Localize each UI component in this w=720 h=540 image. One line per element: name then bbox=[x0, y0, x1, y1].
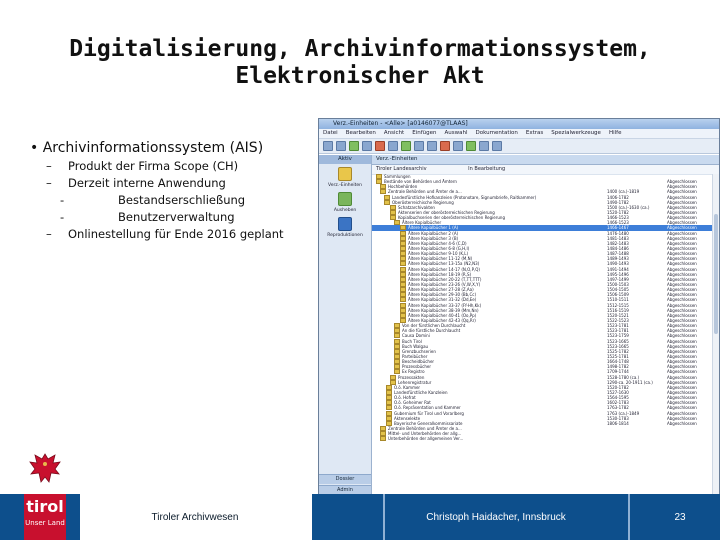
tree-row-date: 1520-1782 bbox=[607, 210, 629, 216]
tree-row-status: Abgeschlossen bbox=[667, 184, 697, 190]
tree-row-date: 1466-1523 bbox=[607, 215, 629, 221]
tree-row-label: Bayerische Generalkommissariate bbox=[394, 420, 463, 426]
left-pane-admin[interactable]: Admin bbox=[319, 485, 371, 495]
tree-row-date: 1506-1509 bbox=[607, 292, 629, 298]
tree-row-label: Bescheidbücher bbox=[402, 359, 435, 365]
tree-row-date: 1523-1665 bbox=[607, 343, 629, 349]
tree-row-label: Ältere Kopialbücher bbox=[402, 220, 442, 226]
tree-row-label: O.ö. Repräsentation und Kammer bbox=[394, 405, 461, 411]
tree-row-label: Zentrale Behörden und Ämter de a... bbox=[388, 189, 462, 195]
tree-row-label: Ältere Kopialbücher 29-30 (Bb,Cc) bbox=[408, 292, 476, 298]
scrollbar-thumb[interactable] bbox=[714, 214, 718, 334]
tree-row-status: Abgeschlossen bbox=[667, 307, 697, 313]
tree-row-date: 1510-1511 bbox=[607, 297, 629, 303]
tree-row-status: Abgeschlossen bbox=[667, 369, 697, 375]
menu-item[interactable]: Einfügen bbox=[412, 130, 437, 136]
tree-row-date: 1523-1665 bbox=[607, 338, 629, 344]
tree-row-label: Ältere Kopialbücher 18-19 (R,S) bbox=[408, 271, 472, 277]
tree-row-date: 1498-1782 bbox=[607, 364, 629, 370]
tree-row-label: Ältere Kopialbücher 2 (A) bbox=[408, 230, 459, 236]
menu-item[interactable]: Bearbeiten bbox=[345, 130, 376, 136]
bullet-item-text: Produkt der Firma Scope (CH) bbox=[68, 159, 239, 173]
logo-subtext: Unser Land bbox=[25, 519, 65, 527]
tree-row-date: 1525-1782 bbox=[607, 348, 629, 354]
left-pane-item[interactable] bbox=[319, 164, 371, 189]
tree-row-status: Abgeschlossen bbox=[667, 204, 697, 210]
toolbar-icon[interactable] bbox=[349, 141, 359, 151]
tree-row-date: 1406-1782 bbox=[607, 194, 629, 200]
tree-row-label: Gubernium für Tirol und Vorarlberg bbox=[394, 410, 464, 416]
tirol-logo bbox=[20, 450, 70, 540]
dash-marker: – bbox=[46, 159, 52, 173]
tree-row-date: 1489-1493 bbox=[607, 256, 629, 262]
toolbar-icon[interactable] bbox=[440, 141, 450, 151]
menu-item[interactable]: Dokumentation bbox=[475, 130, 518, 136]
tree-row-status: Abgeschlossen bbox=[667, 235, 697, 241]
tree-row-date: 1491-1494 bbox=[607, 266, 629, 272]
footer-author: Christoph Haidacher, Innsbruck bbox=[426, 511, 566, 523]
bullet-item-text: Bestandserschließung bbox=[118, 193, 246, 207]
tree-row-label: Ältere Kopialbücher 1 (A) bbox=[408, 225, 459, 231]
menu-item[interactable]: Ansicht bbox=[383, 130, 405, 136]
tree-row-status: Abgeschlossen bbox=[667, 364, 697, 370]
tree-row-status: Abgeschlossen bbox=[667, 343, 697, 349]
folder-icon bbox=[338, 167, 352, 181]
toolbar-icon[interactable] bbox=[375, 141, 385, 151]
left-pane-item[interactable] bbox=[319, 214, 371, 239]
bullet-item-text: Derzeit interne Anwendung bbox=[68, 176, 226, 190]
tree-row-label: Grenzbuchserien bbox=[402, 348, 436, 354]
app-content bbox=[319, 155, 719, 495]
bullet-item bbox=[30, 175, 330, 192]
tree-row-status: Abgeschlossen bbox=[667, 400, 697, 406]
left-pane-item[interactable] bbox=[319, 189, 371, 214]
reproduction-icon bbox=[338, 217, 352, 231]
tree-row-date: 1523-1781 bbox=[607, 328, 629, 334]
tree-row-label: Hochbehörden bbox=[388, 184, 418, 190]
title-line-2: Elektronischer Akt bbox=[235, 63, 485, 89]
app-screenshot bbox=[318, 118, 720, 496]
tree-row-label: O.ö. Geheimer Rat bbox=[394, 400, 431, 406]
eagle-icon bbox=[28, 450, 62, 490]
tree-row-status: Abgeschlossen bbox=[667, 389, 697, 395]
bullet-list bbox=[30, 138, 330, 243]
tree-row-date: 1476-1480 bbox=[607, 230, 629, 236]
dash-marker: – bbox=[46, 176, 52, 190]
tree-row-status: Abgeschlossen bbox=[667, 405, 697, 411]
tree-row-date: 1490-1493 bbox=[607, 261, 629, 267]
tree-row-date: 1523-1781 bbox=[607, 323, 629, 329]
tree-row-label: Landesfürstliche Hofkanzleien (Protonotare, Signumbriefe, Raitkammer) bbox=[392, 194, 537, 200]
tree-row-date: 1527-1630 bbox=[607, 389, 629, 395]
tree-row-date: 1482-1483 bbox=[607, 240, 629, 246]
menu-item[interactable]: Auswahl bbox=[444, 130, 468, 136]
tree-row-label: An die fürstliche Durchlaucht bbox=[402, 328, 461, 334]
slide-title bbox=[20, 36, 700, 90]
dash-marker: – bbox=[46, 227, 52, 241]
page-number: 23 bbox=[674, 511, 686, 523]
footer-divider bbox=[383, 494, 385, 540]
tree-row-status: Abgeschlossen bbox=[667, 199, 697, 205]
tree-row-date: 1500 (ca.)-1630 (ca.) bbox=[607, 204, 650, 210]
tree-row-status: Abgeschlossen bbox=[667, 379, 697, 385]
tree-row-status: Abgeschlossen bbox=[667, 276, 697, 282]
menu-bar bbox=[319, 129, 719, 139]
tree-row-label: Ältere Kopialbücher 23-26 (V,W,X,Y) bbox=[408, 282, 481, 288]
tree-row-status: Abgeschlossen bbox=[667, 179, 697, 185]
tree-row-date: 1520-1782 bbox=[607, 384, 629, 390]
tree-row-label: Prozessakten bbox=[398, 374, 425, 380]
tree-row-label: Buch Tirol bbox=[402, 338, 422, 344]
tree-row-status: Abgeschlossen bbox=[667, 333, 697, 339]
tree-row-label: Aktenserien der oberösterreichischen Regierung bbox=[398, 210, 495, 216]
tree-row-label: Ex Registro bbox=[402, 369, 425, 375]
tree-row-status: Abgeschlossen bbox=[667, 210, 697, 216]
tree-row-status: Abgeschlossen bbox=[667, 302, 697, 308]
tree-row-status: Abgeschlossen bbox=[667, 266, 697, 272]
tree-row-label: Bestände von Behörden und Ämtern bbox=[384, 179, 457, 185]
tree-row-label: Causa Domini bbox=[402, 333, 430, 339]
tree-row-date: 1487-1488 bbox=[607, 251, 629, 257]
tree-row-date: 1806-1814 bbox=[607, 420, 629, 426]
tree-row-label: Landesfürstliche Kanzleien bbox=[394, 389, 448, 395]
tree-row-status: Abgeschlossen bbox=[667, 287, 697, 293]
tree-row-status: Abgeschlossen bbox=[667, 230, 697, 236]
tree-row-status: Abgeschlossen bbox=[667, 348, 697, 354]
tree-row-label: Ältere Kopialbücher 6-8 (G,H,I) bbox=[408, 246, 470, 252]
tree-row-date: 1466-1523 bbox=[607, 220, 629, 226]
footer-divider bbox=[628, 494, 630, 540]
tree-row-status: Abgeschlossen bbox=[667, 312, 697, 318]
tree-row-label: Ältere Kopialbücher 20-22 (T,TT,TTT) bbox=[408, 276, 482, 282]
bullet-main: • Archivinformationssystem (AIS) bbox=[30, 140, 264, 156]
title-line-1: Digitalisierung, Archivinformationssystem, bbox=[69, 36, 651, 62]
bullet-subitem bbox=[30, 192, 330, 209]
tree-row-status: Abgeschlossen bbox=[667, 384, 697, 390]
menu-item[interactable]: Spezialwerkzeuge bbox=[551, 130, 601, 136]
dash-marker: - bbox=[60, 210, 65, 224]
tree-row-date: 1564-1595 bbox=[607, 395, 629, 401]
tree-row-label: Ältere Kopialbücher 13-15a (N2,N3) bbox=[408, 261, 480, 267]
tree-row-label: Unterbehörden der allgemeinen Ver... bbox=[388, 436, 464, 442]
toolbar-icon[interactable] bbox=[401, 141, 411, 151]
left-pane-item-label: Ausheben bbox=[333, 208, 357, 213]
tree-row-label: Ältere Kopialbücher 3 (B) bbox=[408, 235, 459, 241]
tree-row-date: 1481-1483 bbox=[607, 235, 629, 241]
tree-row-label: Ältere Kopialbücher 11-12 (M,N) bbox=[408, 256, 473, 262]
tree-row-label: O.ö. Kammer bbox=[394, 384, 421, 390]
tree-row-label: Schatzarchivakten bbox=[398, 204, 435, 210]
left-pane bbox=[319, 155, 372, 495]
tree-row-label: Buch Walgau bbox=[402, 343, 429, 349]
folder-icon bbox=[380, 436, 386, 441]
tree-row-status: Abgeschlossen bbox=[667, 328, 697, 334]
tree-row-label: Ältere Kopialbücher 4-6 (C,D) bbox=[408, 240, 467, 246]
tree-row-date: 1490-1782 bbox=[607, 199, 629, 205]
bullet-item-text: Onlinestellung für Ende 2016 geplant bbox=[68, 227, 284, 241]
tree-row-label: Kopialbuchserien der oberösterreichischen Regierung bbox=[398, 215, 506, 221]
tree-row[interactable] bbox=[372, 436, 719, 441]
tree-row-status: Abgeschlossen bbox=[667, 215, 697, 221]
tree-row-date: 1495-1496 bbox=[607, 271, 629, 277]
bullet-item bbox=[30, 158, 330, 175]
tree-row-date: 1763 (ca.)-1849 bbox=[607, 410, 640, 416]
tree-row-date: 1290-ca. 20-1911 (ca.) bbox=[607, 379, 653, 385]
tree-row-status: Abgeschlossen bbox=[667, 318, 697, 323]
toolbar-icon[interactable] bbox=[492, 141, 502, 151]
tree-row-label: Ältere Kopialbücher 40-41 (Oo,Pp) bbox=[408, 312, 477, 318]
bullet-subitem bbox=[30, 209, 330, 226]
tree-row-label: Zentrale Behörden und Ämter de a... bbox=[388, 425, 462, 431]
tree-row-date: 1525-1781 bbox=[607, 353, 629, 359]
footer-organization: Tiroler Archivwesen bbox=[151, 511, 239, 523]
tree-row-label: Ältere Kopialbücher 14-17 (N,O,P,Q) bbox=[408, 266, 480, 272]
logo-box bbox=[24, 494, 66, 540]
tree-row-status: Abgeschlossen bbox=[667, 246, 697, 252]
tree-row-date: 1763-1782 bbox=[607, 405, 629, 411]
retrieve-icon bbox=[338, 192, 352, 206]
tree-rows bbox=[372, 174, 719, 441]
tree-row-status: Abgeschlossen bbox=[667, 415, 697, 421]
tree-row-status: Abgeschlossen bbox=[667, 359, 697, 365]
left-pane-dossier[interactable]: Dossier bbox=[319, 474, 371, 484]
tree-row-date: 1528-1780 (ca.) bbox=[607, 374, 640, 380]
tree-row-label: O.ö. Hofrat bbox=[394, 395, 416, 401]
tree-row-date: 1523-1759 bbox=[607, 333, 629, 339]
left-pane-item-label: Reproduktionen bbox=[327, 233, 363, 238]
tree-row-label: Sammlungen bbox=[384, 174, 411, 180]
tree-row-date: 1522-1523 bbox=[607, 318, 629, 323]
tree-row-date: 1500-1503 bbox=[607, 282, 629, 288]
menu-item[interactable]: Datei bbox=[323, 130, 338, 136]
tree-row-date: 1504-1505 bbox=[607, 287, 629, 293]
tree-row-status: Abgeschlossen bbox=[667, 374, 697, 380]
left-pane-header: Aktiv bbox=[319, 155, 371, 164]
tree-row-label: Ältere Kopialbücher 38-39 (Mm,Nn) bbox=[408, 307, 479, 313]
tree-row-date: 1497-1499 bbox=[607, 276, 629, 282]
tree-row-status: Abgeschlossen bbox=[667, 420, 697, 426]
toolbar-icon[interactable] bbox=[414, 141, 424, 151]
toolbar-icon[interactable] bbox=[323, 141, 333, 151]
tree-row-status: Abgeschlossen bbox=[667, 240, 697, 246]
tree-status: In Bearbeitung bbox=[468, 166, 506, 172]
toolbar-icon[interactable] bbox=[453, 141, 463, 151]
toolbar-icon[interactable] bbox=[427, 141, 437, 151]
left-pane-item-label: Verz.-Einheiten bbox=[328, 183, 362, 188]
tree-row-date: 1516-1519 bbox=[607, 307, 629, 313]
toolbar-icon[interactable] bbox=[479, 141, 489, 151]
toolbar-icon[interactable] bbox=[388, 141, 398, 151]
tree-row-label: Ältere Kopialbücher 33-37 (Ff-Hh,Kk) bbox=[408, 302, 482, 308]
tree-row-status: Abgeschlossen bbox=[667, 189, 697, 195]
tree-row-date: 1520-1521 bbox=[607, 312, 629, 318]
tree-row-status: Abgeschlossen bbox=[667, 338, 697, 344]
tree-row-status: Abgeschlossen bbox=[667, 251, 697, 257]
window-title: Verz.-Einheiten - <Alle> [a0146077@TLAAS] bbox=[319, 119, 719, 129]
tree-row-label: Parteibücher bbox=[402, 353, 428, 359]
tree-row-label: Ältere Kopialbücher 42-43 (Qq,Rr) bbox=[408, 318, 476, 323]
tree-row-status: Abgeschlossen bbox=[667, 194, 697, 200]
tree-row-date: 1530-1783 bbox=[607, 415, 629, 421]
tree-row-label: Aktenselekte bbox=[394, 415, 421, 421]
scrollbar[interactable] bbox=[712, 174, 719, 495]
tree-row-label: Ältere Kopialbücher 31-32 (Dd,Ee) bbox=[408, 297, 477, 303]
tree-row-date: 1709-1744 bbox=[607, 369, 629, 375]
tree-row-status: Abgeschlossen bbox=[667, 297, 697, 303]
tree-row-status: Abgeschlossen bbox=[667, 225, 697, 231]
tree-row-status: Abgeschlossen bbox=[667, 256, 697, 262]
tree-row-status: Abgeschlossen bbox=[667, 353, 697, 359]
tree-row-label: Ältere Kopialbücher 27-28 (Z,Aa) bbox=[408, 287, 474, 293]
bullet-item-text: Benutzerverwaltung bbox=[118, 210, 235, 224]
tree-row-date: 1512-1515 bbox=[607, 302, 629, 308]
toolbar-icon[interactable] bbox=[336, 141, 346, 151]
tree-row-status: Abgeschlossen bbox=[667, 282, 697, 288]
tree-row-status: Abgeschlossen bbox=[667, 271, 697, 277]
menu-item[interactable]: Extras bbox=[525, 130, 544, 136]
tree-row-status: Abgeschlossen bbox=[667, 395, 697, 401]
tree-row-label: Mittel- und Unterbehörden der allg... bbox=[388, 431, 462, 437]
tree-row-date: 1400 (ca.)-1819 bbox=[607, 189, 640, 195]
dash-marker: - bbox=[60, 193, 65, 207]
tree-root[interactable]: Tiroler Landesarchiv bbox=[376, 166, 427, 172]
tree-row-date: 1466-1467 bbox=[607, 225, 629, 231]
tree-row-status: Abgeschlossen bbox=[667, 261, 697, 267]
toolbar-icon[interactable] bbox=[466, 141, 476, 151]
bullet-item bbox=[30, 226, 330, 243]
tree-row-date: 1602-1783 bbox=[607, 400, 629, 406]
tree-row-status: Abgeschlossen bbox=[667, 292, 697, 298]
tree-row-date: 1664-1748 bbox=[607, 359, 629, 365]
tree-row-label: Lehenregistratur bbox=[398, 379, 432, 385]
tree-row-status: Abgeschlossen bbox=[667, 220, 697, 226]
tree-row-label: Prozessbücher bbox=[402, 364, 431, 370]
tree-pane bbox=[372, 155, 719, 495]
toolbar-icon[interactable] bbox=[362, 141, 372, 151]
menu-item[interactable]: Hilfe bbox=[608, 130, 622, 136]
tree-row-label: Ältere Kopialbücher 9-10 (K,L) bbox=[408, 251, 469, 257]
tree-row-label: Oberösterreichische Regierung bbox=[392, 199, 454, 205]
tree-row-status: Abgeschlossen bbox=[667, 323, 697, 329]
tree-row-label: Von der fürstlichen Durchlaucht bbox=[402, 323, 466, 329]
tree-header: Verz.-Einheiten bbox=[372, 155, 719, 165]
tree-row-status: Abgeschlossen bbox=[667, 410, 697, 416]
logo-text: tirol bbox=[26, 497, 64, 516]
toolbar bbox=[319, 139, 719, 154]
tree-row-date: 1484-1486 bbox=[607, 246, 629, 252]
